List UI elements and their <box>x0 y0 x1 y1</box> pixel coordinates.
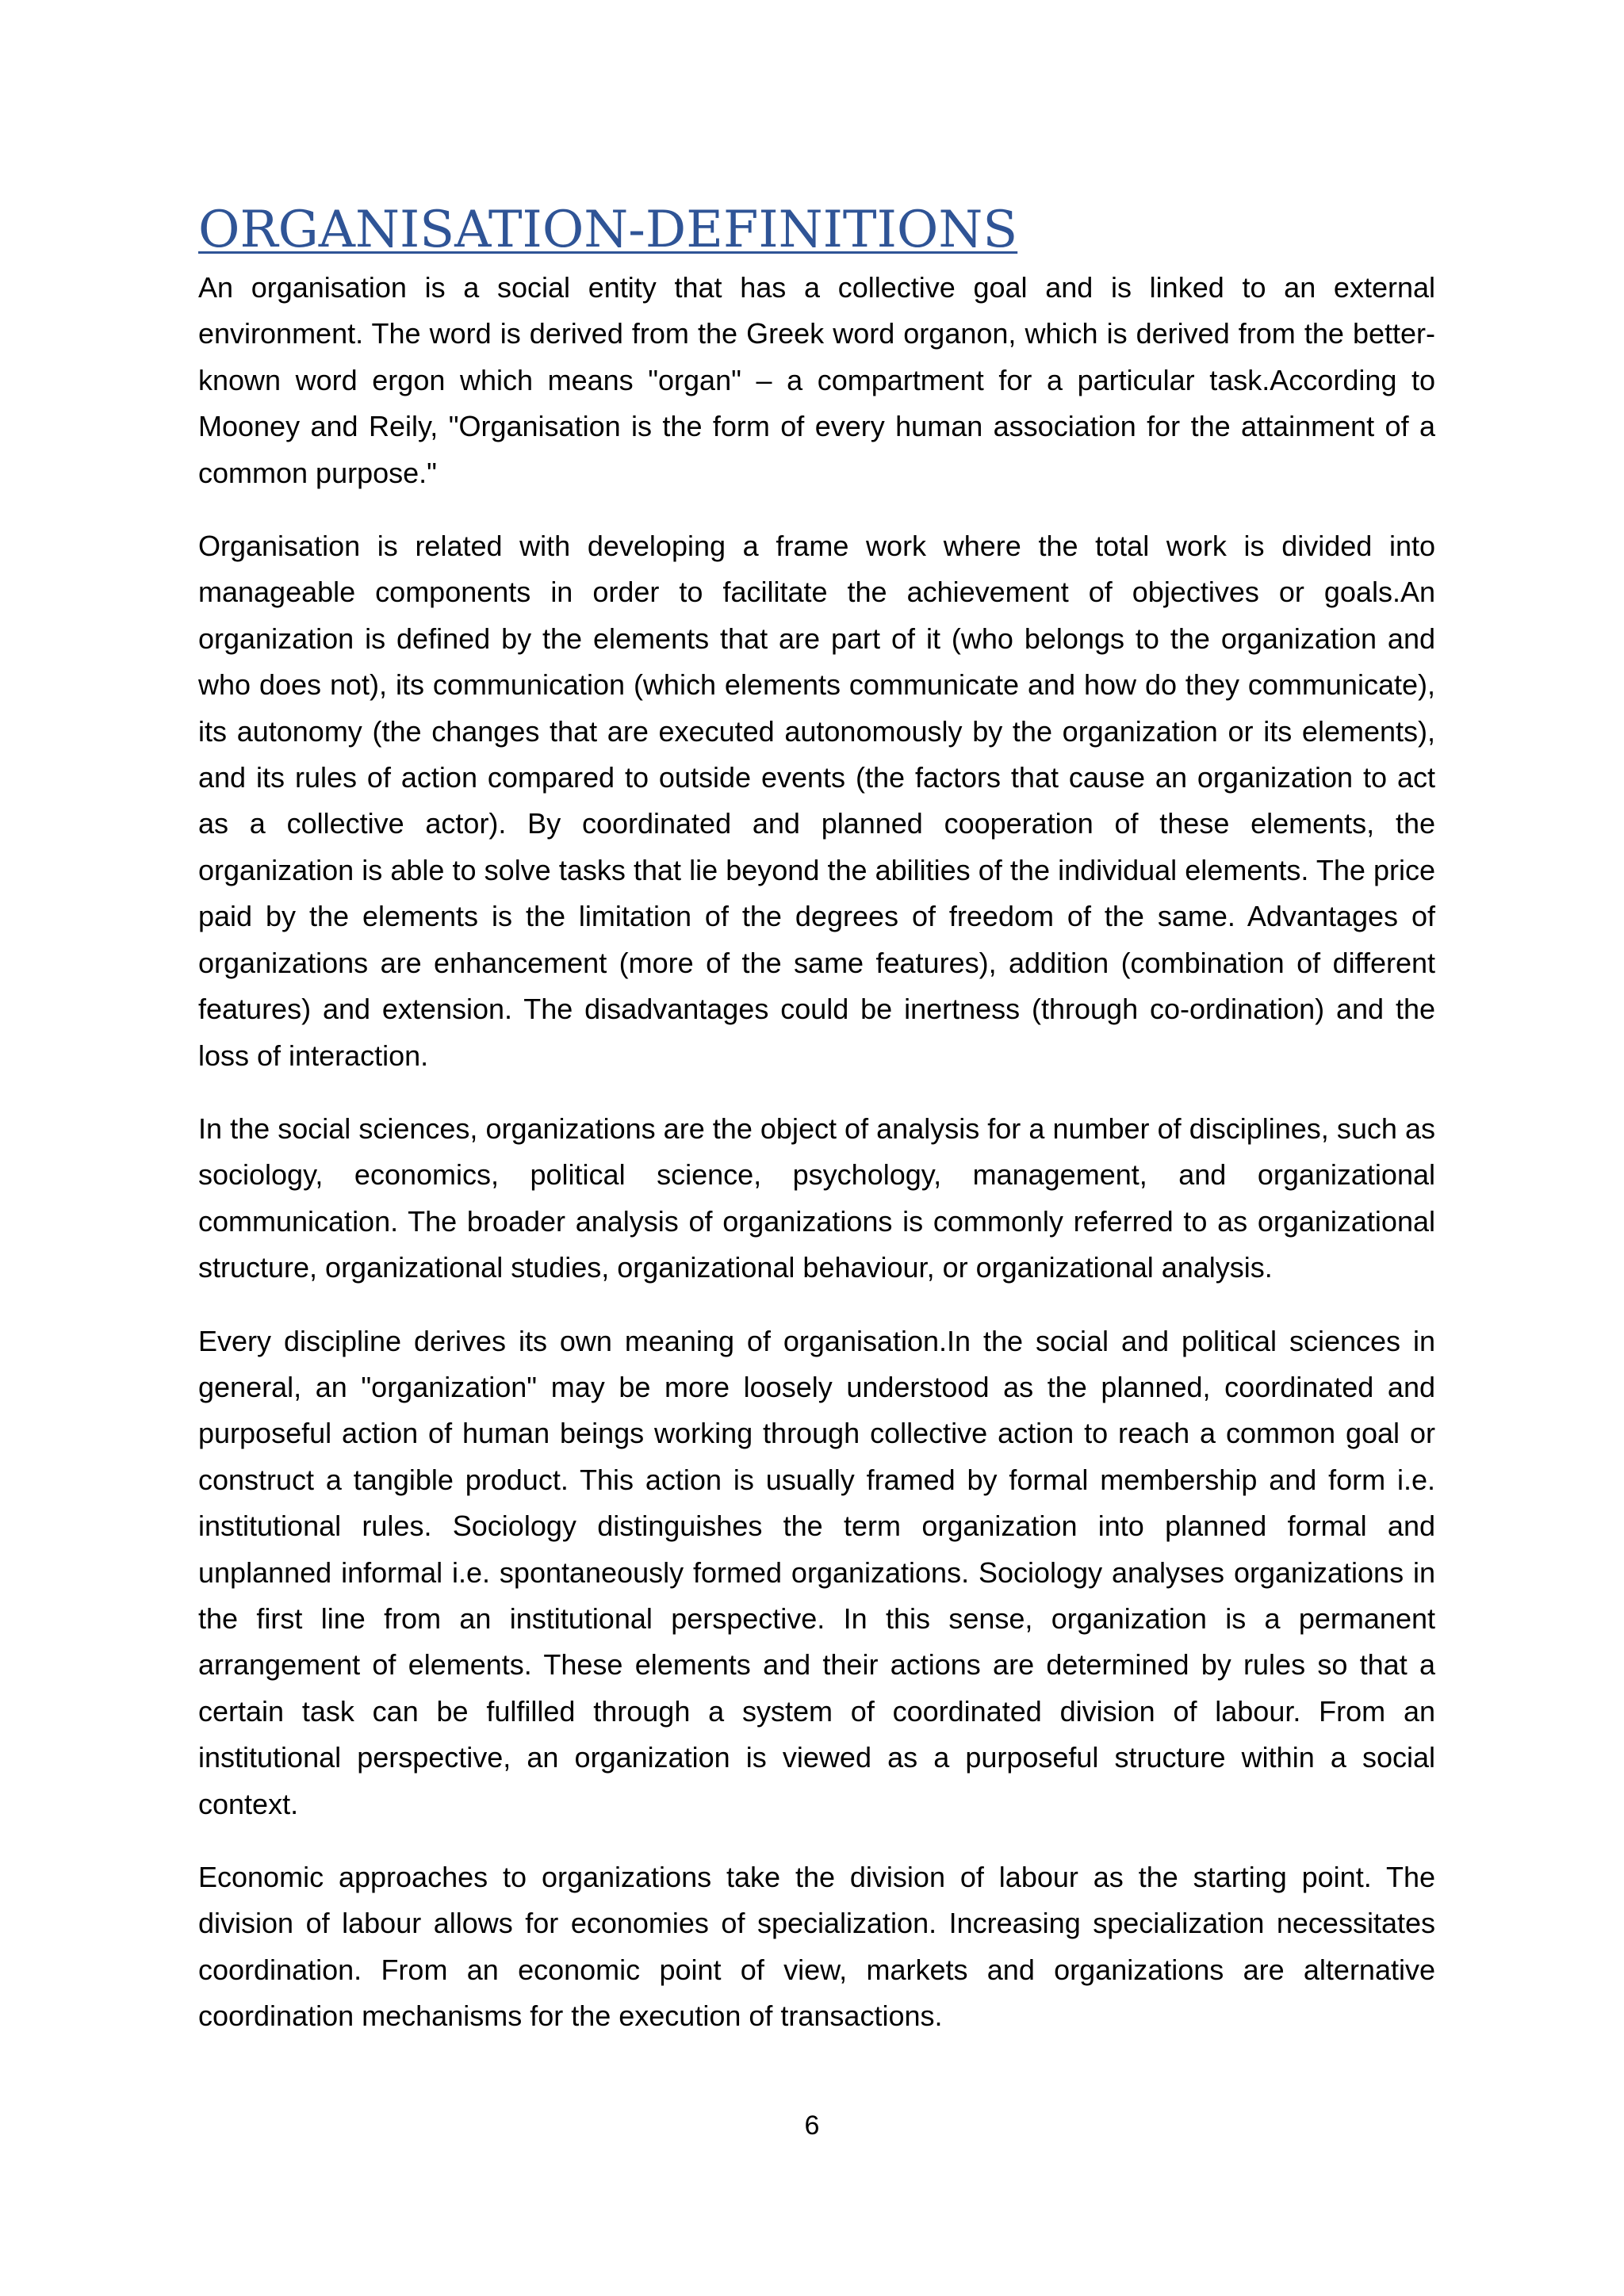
paragraph-disciplines: Every discipline derives its own meaning of organisation.In the social and political sciences in general, an "organization" may be more loosely understood as the planned, coordinated and purposeful action of human beings working through collective action to reach a common goal or construct a tangible product. This action is usually framed by formal membership and form i.e. institutional rules. Sociology distinguishes the term organization into planned formal and unplanned informal i.e. spontaneously formed organizations. Sociology analyses organizations in the first line from an institutional perspective. In this sense, organization is a permanent arrangement of elements. These elements and their actions are determined by rules so that a certain task can be fulfilled through a system of coordinated division of labour. From an institutional perspective, an organization is viewed as a purposeful structure within a social context. <box>198 1324 1435 1820</box>
section-heading: ORGANISATION-DEFINITIONS <box>198 201 1018 259</box>
paragraph-framework: Organisation is related with developing a frame work where the total work is divided into manageable components in order to facilitate the achievement of objectives or goals.An organization is defined by the elements that are part of it (who belongs to the organization and who does not), its communication (which elements communicate and how do they communicate), its autonomy (the changes that are executed autonomously by the organization or its elements), and its rules of action compared to outside events (the factors that cause an organization to act as a collective actor). By coordinated and planned cooperation of these elements, the organization is able to solve tasks that lie beyond the abilities of the individual elements. The price paid by the elements is the limitation of the degrees of freedom of the same. Advantages of organizations are enhancement (more of the same features), addition (combination of different features) and extension. The disadvantages could be inertness (through co-ordination) and the loss of interaction. <box>198 530 1435 1072</box>
page-content <box>198 198 1435 2067</box>
page-number: 6 <box>804 2110 820 2141</box>
paragraph-definition: An organisation is a social entity that has a collective goal and is linked to an external environment. The word is derived from the Greek word organon, which is derived from the better-known word ergon which means "organ" – a compartment for a particular task.According to Mooney and Reily, "Organisation is the form of every human association for the attainment of a common purpose." <box>198 271 1435 489</box>
paragraph-economic-approaches: Economic approaches to organizations take the division of labour as the starting point. The division of labour allows for economies of specialization. Increasing specialization necessitates coordination. From an economic point of view, markets and organizations are alternative coordination mechanisms for the execution of transactions. <box>198 1861 1435 2033</box>
paragraph-social-sciences: In the social sciences, organizations are the object of analysis for a number of disciplines, such as sociology, economics, political science, psychology, management, and organizational communication. The broader analysis of organizations is commonly referred to as organizational structure, organizational studies, organizational behaviour, or organizational analysis. <box>198 1112 1435 1284</box>
